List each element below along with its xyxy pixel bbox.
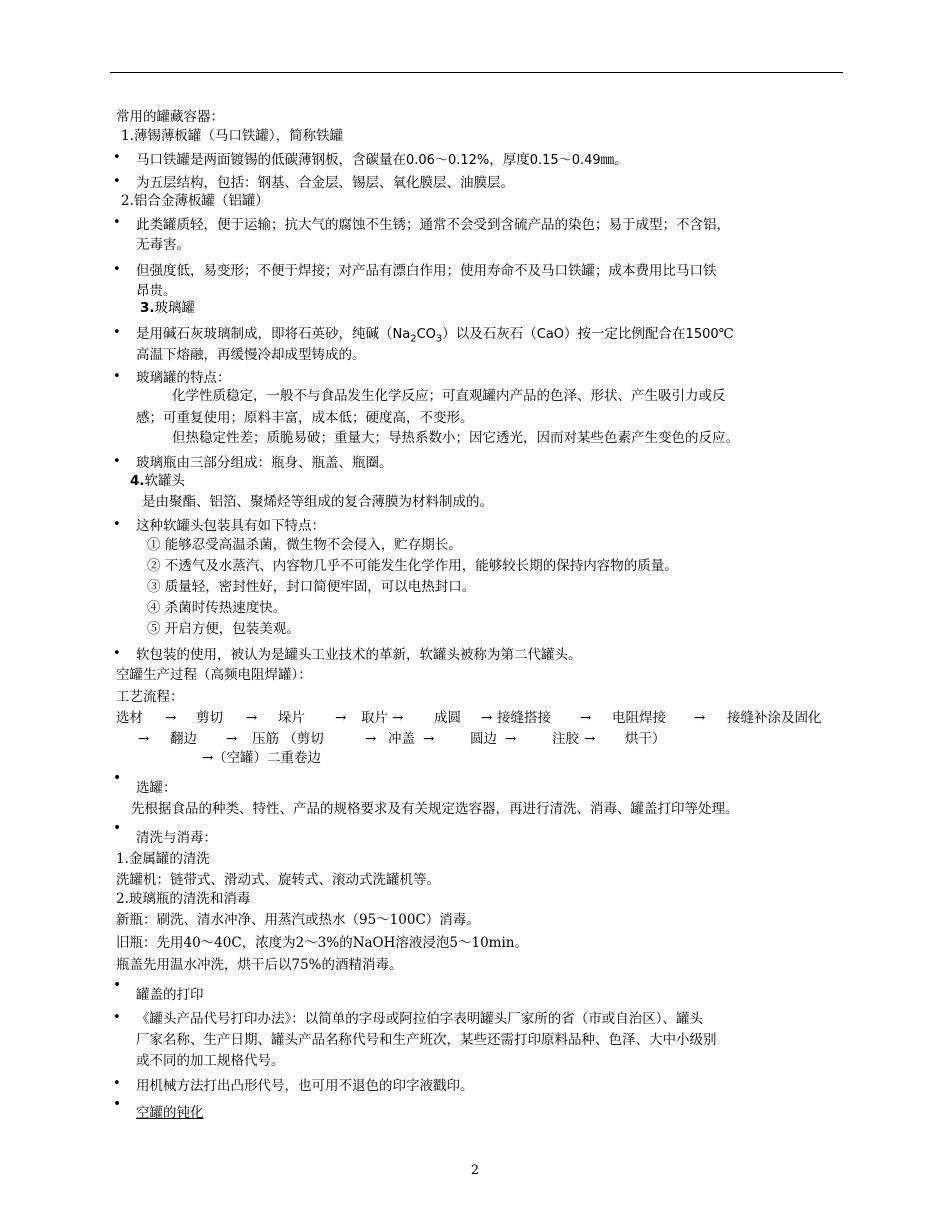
subheading-tinplate-can: 1.薄锡薄板罐（马口铁罐），简称铁罐 <box>121 128 344 144</box>
header-rule <box>110 72 843 73</box>
flow-step: 成圆 <box>434 710 461 726</box>
paragraph-line: 选罐： <box>136 780 177 796</box>
bullet-icon: • <box>113 1010 121 1025</box>
bullet-icon: • <box>113 454 121 469</box>
flow-step: 剪切 <box>196 710 223 726</box>
flow-step: 取片 <box>361 710 388 726</box>
numbered-item: ④ 杀菌时传热速度快。 <box>147 600 287 616</box>
paragraph-line: 为五层结构，包括：钢基、合金层、锡层、氧化膜层、油膜层。 <box>136 175 514 191</box>
flow-step: 圆边 <box>470 731 497 747</box>
flow-arrow: → <box>481 710 493 726</box>
flow-step: 接缝搭接 <box>497 710 551 726</box>
paragraph-line: 厂家名称、生产日期、罐头产品名称代号和生产班次，某些还需打印原料品种、色泽、大中小级别 <box>136 1032 717 1048</box>
bullet-icon: • <box>113 262 121 277</box>
flow-step: 压筋 （剪切 <box>252 731 324 747</box>
flow-arrow: → <box>694 710 706 726</box>
flow-step: 选材 <box>116 710 143 726</box>
paragraph-line: 《罐头产品代号打印办法》：以简单的字母或阿拉伯字表明罐头厂家所的省（市或自治区）、罐头 <box>136 1011 703 1027</box>
paragraph-line: 先根据食品的种类、特性、产品的规格要求及有关规定选容器，再进行清洗、消毒、罐盖打印等处理。 <box>131 801 739 817</box>
flow-arrow: → <box>365 731 377 747</box>
paragraph-line: 昂贵。 <box>136 283 177 299</box>
paragraph-line: 软包装的使用，被认为是罐头工业技术的革新，软罐头被称为第二代罐头。 <box>136 647 582 663</box>
bullet-icon: • <box>113 517 121 532</box>
flow-arrow: → <box>584 731 596 747</box>
paragraph-line: 高温下熔融，再缓慢冷却成型铸成的。 <box>136 347 366 363</box>
flow-arrow: → <box>226 731 238 747</box>
bullet-icon: • <box>113 215 121 230</box>
paragraph-line: 无毒害。 <box>136 237 190 253</box>
paragraph-line: 洗罐机：链带式、滑动式、旋转式、滚动式洗罐机等。 <box>116 872 440 888</box>
paragraph-line: 清洗与消毒： <box>136 830 217 846</box>
numbered-item: ③ 质量轻，密封性好，封口简便牢固，可以电热封口。 <box>147 579 476 595</box>
paragraph-line: 或不同的加工规格代号。 <box>136 1053 285 1069</box>
paragraph-line: 此类罐质轻，便于运输；抗大气的腐蚀不生锈；通常不会受到含硫产品的染色；易于成型；不含铝， <box>136 217 730 233</box>
section-heading: 空罐生产过程（高频电阻焊罐）： <box>116 667 312 683</box>
flow-arrow: → <box>505 731 517 747</box>
flow-step: 注胶 <box>552 731 579 747</box>
bullet-icon: • <box>113 174 121 189</box>
bullet-icon: • <box>113 325 121 340</box>
flow-step: 垛片 <box>278 710 305 726</box>
paragraph-line: 2.玻璃瓶的清洗和消毒 <box>116 891 251 907</box>
flow-step: 电阻焊接 <box>612 710 666 726</box>
bullet-icon: • <box>113 150 121 165</box>
flow-arrow: → <box>202 750 214 766</box>
flow-arrow: → <box>392 710 404 726</box>
paragraph-line: 玻璃瓶由三部分组成：瓶身、瓶盖、瓶圈。 <box>136 455 393 471</box>
section-heading: 常用的罐藏容器： <box>116 109 224 125</box>
flow-arrow: → <box>423 731 435 747</box>
numbered-item: ⑤ 开启方便，包装美观。 <box>147 621 300 637</box>
paragraph-line: 用机械方法打出凸形代号，也可用不退色的印字液戳印。 <box>136 1078 474 1094</box>
bullet-icon: • <box>113 820 122 836</box>
flow-arrow: → <box>246 710 258 726</box>
page-number: 2 <box>470 1163 480 1178</box>
bullet-icon: • <box>113 1076 121 1091</box>
subheading-aluminum-can: 2.铝合金薄板罐（铝罐） <box>121 193 269 209</box>
paragraph-line: 玻璃罐的特点： <box>136 370 231 386</box>
paragraph-line: 旧瓶：先用40～40C，浓度为2～3%的NaOH溶液浸泡5～10min。 <box>116 935 528 951</box>
numbered-item: ① 能够忍受高温杀菌，微生物不会侵入，贮存期长。 <box>147 537 462 553</box>
bullet-icon: • <box>113 770 122 786</box>
flow-step: 翻边 <box>170 731 197 747</box>
subheading-glass-can: 3.玻璃罐 <box>140 300 196 316</box>
flow-arrow: → <box>138 731 150 747</box>
flow-step: （空罐）二重卷边 <box>213 750 321 766</box>
flow-step: 烘干） <box>625 731 666 747</box>
paragraph-line: 马口铁罐是两面镀锡的低碳薄钢板，含碳量在0.06～0.12%，厚度0.15～0.49㎜。 <box>136 152 628 168</box>
paragraph-line: 工艺流程： <box>116 689 184 705</box>
paragraph-line: 新瓶：刷洗、清水冲净、用蒸汽或热水（95～100C）消毒。 <box>116 912 480 928</box>
subheading-soft-can: 4.软罐头 <box>130 473 186 489</box>
paragraph-line: 瓶盖先用温水冲洗，烘干后以75%的酒精消毒。 <box>116 957 403 973</box>
flow-step: 接缝补涂及固化 <box>727 710 822 726</box>
paragraph-line: 这种软罐头包装具有如下特点： <box>136 518 325 534</box>
flow-step: 冲盖 <box>388 731 415 747</box>
paragraph-line: 但强度低，易变形；不便于焊接；对产品有漂白作用；使用寿命不及马口铁罐；成本费用比马口铁 <box>136 263 717 279</box>
subheading-can-passivation: 空罐的钝化 <box>136 1105 204 1121</box>
paragraph-line: 化学性质稳定，一般不与食品发生化学反应；可直观罐内产品的色泽、形状、产生吸引力或反 <box>172 388 726 404</box>
paragraph-line: 是由聚酯、铝箔、聚烯烃等组成的复合薄膜为材料制成的。 <box>142 494 493 510</box>
bullet-icon: • <box>113 977 122 993</box>
flow-arrow: → <box>165 710 177 726</box>
paragraph-line: 但热稳定性差；质脆易破；重量大；导热系数小；因它透光，因而对某些色素产生变色的反应。 <box>172 430 739 446</box>
paragraph-line: 感；可重复使用；原料丰富，成本低；硬度高，不变形。 <box>136 410 474 426</box>
paragraph-line: 是用碱石灰玻璃制成，即将石英砂，纯碱$(Na_2CO_3)$以及石灰石（CaO）按一定比例配合在1500℃ <box>136 326 734 345</box>
numbered-item: ② 不透气及水蒸汽、内容物几乎不可能发生化学作用，能够较长期的保持内容物的质量。 <box>147 558 678 574</box>
paragraph-line: 罐盖的打印 <box>136 987 204 1003</box>
bullet-icon: • <box>113 369 121 384</box>
flow-arrow: → <box>335 710 347 726</box>
flow-arrow: → <box>580 710 592 726</box>
paragraph-line: 1.金属罐的清洗 <box>116 851 210 867</box>
bullet-icon: • <box>113 646 121 661</box>
bullet-icon: • <box>113 1096 122 1112</box>
